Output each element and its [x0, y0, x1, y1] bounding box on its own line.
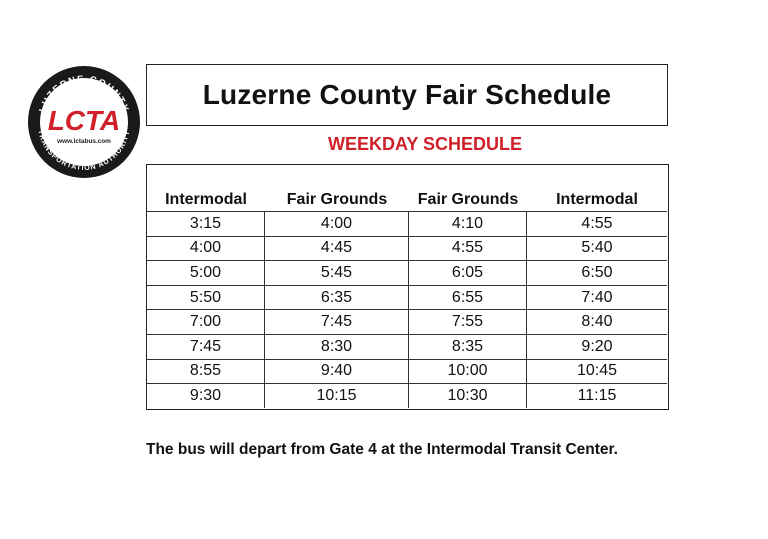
table-cell: 8:40	[527, 309, 667, 334]
table-cell: 8:35	[409, 334, 527, 359]
table-header-row	[147, 165, 668, 211]
logo-url: www.lctabus.com	[57, 138, 111, 145]
logo-mark: LCTA	[47, 105, 121, 136]
table-cell: 7:45	[265, 309, 409, 334]
header-fairgrounds-depart: Fair Grounds	[417, 191, 519, 208]
header-intermodal-depart: Intermodal	[165, 191, 247, 208]
table-cell: 4:00	[265, 211, 409, 236]
table-cell: 9:40	[265, 359, 409, 384]
header-fairgrounds-arrive: Fair Grounds	[286, 191, 388, 208]
table-cell: 10:30	[409, 383, 527, 408]
table-cell: 9:20	[527, 334, 667, 359]
table-body	[147, 211, 668, 408]
table-cell: 4:55	[409, 236, 527, 261]
table-cell: 6:50	[527, 260, 667, 285]
table-cell: 10:00	[409, 359, 527, 384]
table-cell: 9:30	[147, 383, 265, 408]
lcta-logo	[26, 64, 142, 180]
table-cell: 3:15	[147, 211, 265, 236]
header-intermodal-arrive: Intermodal	[556, 191, 638, 208]
table-cell: 11:15	[527, 383, 667, 408]
table-cell: 4:55	[527, 211, 667, 236]
table-cell: 7:45	[147, 334, 265, 359]
footer-note: The bus will depart from Gate 4 at the Intermodal Transit Center.	[146, 441, 618, 458]
logo-ring-top-text: LUZERNE COUNTY	[37, 73, 131, 114]
table-cell: 10:45	[527, 359, 667, 384]
table-cell: 7:55	[409, 309, 527, 334]
table-cell: 7:00	[147, 309, 265, 334]
table-cell: 8:55	[147, 359, 265, 384]
table-cell: 5:00	[147, 260, 265, 285]
table-cell: 5:40	[527, 236, 667, 261]
title-box	[146, 64, 668, 126]
table-cell: 6:35	[265, 285, 409, 310]
table-cell: 7:40	[527, 285, 667, 310]
table-cell: 8:30	[265, 334, 409, 359]
schedule-subtitle: WEEKDAY SCHEDULE	[327, 134, 523, 154]
table-cell: 10:15	[265, 383, 409, 408]
table-cell: 6:05	[409, 260, 527, 285]
page-title: Luzerne County Fair Schedule	[202, 79, 612, 110]
logo-ring-bottom-text: TRANSPORTATION AUTHORITY	[36, 129, 132, 173]
table-cell: 5:45	[265, 260, 409, 285]
table-cell: 5:50	[147, 285, 265, 310]
table-cell: 6:55	[409, 285, 527, 310]
table-cell: 4:45	[265, 236, 409, 261]
table-cell: 4:00	[147, 236, 265, 261]
schedule-table	[146, 164, 669, 410]
table-cell: 4:10	[409, 211, 527, 236]
